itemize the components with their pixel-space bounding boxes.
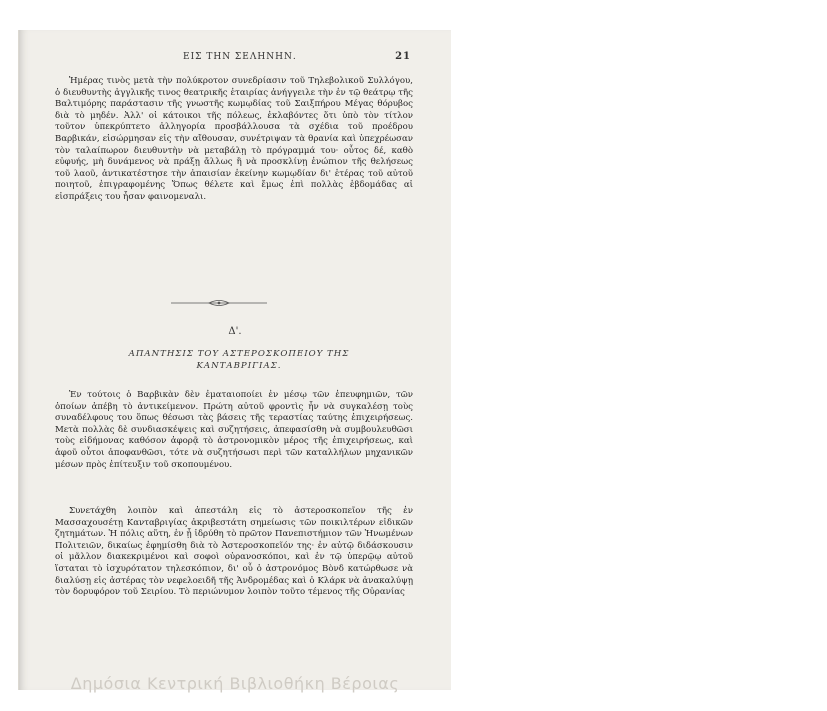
ornament-divider	[169, 298, 269, 308]
paragraph-2	[55, 390, 413, 471]
paragraph-2-text: Ἐν τούτοις ὁ Βαρβικὰν δὲν ἐματαιοποίει ἐν μέσῳ τῶν ἐπευφημιῶν, τῶν ὁποίων ἀπέβη τὸ ἀντικείμενον. Πρώτη αὐτοῦ φροντὶς ἦν νὰ συγκαλέσῃ τοὺς συναδέλφους του ὅπως θέσωσι τὰς βάσεις τῆς τεραστίας ταύτης ἐπιχειρήσεως. Μετὰ πολλὰς δὲ συνδιασκέψεις καὶ συζητήσεις, ἀπεφασίσθη νὰ συμβουλευθῶσι τοὺς εἰδήμονας καθόσον ἀφορᾷ τὸ ἀστρονομικὸν μέρος τῆς ἐπιχειρήσεως, καὶ ἀφοῦ οὗτοι ἀποφανθῶσι, τότε νὰ συζητήσωσι περὶ τῶν καταλλήλων μηχανικῶν μέσων πρὸς ἐπίτευξιν τοῦ σκοπουμένου.	[55, 390, 413, 470]
book-page	[18, 30, 451, 693]
paragraph-3-text: Συνετάχθη λοιπὸν καὶ ἀπεστάλη εἰς τὸ ἀστεροσκοπεῖον τῆς ἐν Μασσαχουσέτῃ Κανταβριγίας ἀκριβεστάτη σημείωσις τῶν ποικιλτέρων εἰδικῶν ζητημάτων. Ἡ πόλις αὕτη, ἐν ᾗ ἱδρύθη τὸ πρῶτον Πανεπιστήμιον τῶν Ἡνωμένων Πολιτειῶν, δικαίως ἐφημίσθη διὰ τὸ Ἀστεροσκοπεῖόν της· ἐν αὐτῷ διδάσκουσιν οἱ μᾶλλον διακεκριμένοι καὶ σοφοὶ οὐρανοσκόποι, καὶ ἐν τῷ ὑπερῷῳ αὐτοῦ ἵσταται τὸ ἰσχυρότατον τηλεσκόπιον, δι' οὗ ὁ ἀστρονόμος Βὸνδ κατώρθωσε νὰ διαλύσῃ εἰς ἀστέρας τὸν νεφελοειδῆ τῆς Ἀνδρομέδας καὶ ὁ Κλάρκ νὰ ἀνακαλύψῃ τὸν δορυφόρον τοῦ Σειρίου. Τὸ περιώνυμον λοιπὸν τοῦτο τέμενος τῆς Οὐρανίας	[55, 506, 413, 598]
section-title: ΑΠΑΝΤΗΣΙΣ ΤΟΥ ΑΣΤΕΡΟΣΚΟΠΕΙΟΥ ΤΗΣ ΚΑΝΤΑΒΡΙΓΙΑΣ.	[128, 349, 350, 371]
running-title: ΕΙΣ ΤΗΝ ΣΕΛΗΝΗΝ.	[183, 52, 297, 62]
page-number: 21	[395, 51, 411, 62]
paragraph-1-text: Ἡμέρας τινὸς μετὰ τὴν πολύκροτον συνεδρίασιν τοῦ Τηλεβολικοῦ Συλλόγου, ὁ διευθυντὴς ἀγγλικῆς τινος θεατρικῆς ἑταιρίας ἀνήγγειλε τὴν ἐν τῷ θεάτρῳ τῆς Βαλτιμόρης παράστασιν τῆς γνωστῆς κωμῳδίας τοῦ Σαιξπήρου Μέγας θόρυβος διὰ τὸ μηδέν. Ἀλλ' οἱ κάτοικοι τῆς πόλεως, ἐκλαβόντες ὅτι ὑπὸ τὸν τίτλον τοῦτον ὑπεκρύπτετο ἀλληγορία προσβάλλουσα τὰ σχέδια τοῦ προέδρου Βαρβικάν, εἰσώρμησαν εἰς τὴν αἴθουσαν, συνέτριψαν τὰ θρανία καὶ ὑπεχρέωσαν τὸν ταλαίπωρον διευθυντὴν νὰ μεταβάλῃ τὸ πρόγραμμά του· οὗτος δέ, καθὸ εὐφυής, μὴ δυνάμενος νὰ πράξῃ ἄλλως ἢ νὰ προσκλίνῃ ἐνώπιον τῆς θελήσεως τοῦ λαοῦ, ἀντικατέστησε τὴν ἀπαισίαν ἐκείνην κωμῳδίαν δι' ἑτέρας τοῦ αὐτοῦ ποιητοῦ, ἐπιγραφομένης Ὅπως θέλετε καὶ ἔμως ἐπὶ πολλὰς ἑβδομάδας αἱ εἰσπράξεις του ἦσαν φαινομεναλι.	[55, 76, 413, 202]
page-header	[55, 52, 411, 66]
paragraph-1	[55, 76, 413, 204]
library-watermark: Δημόσια Κεντρική Βιβλιοθήκη Βέροιας	[70, 674, 400, 693]
paragraph-3	[55, 506, 413, 599]
section-numeral: Δ'.	[228, 326, 242, 337]
